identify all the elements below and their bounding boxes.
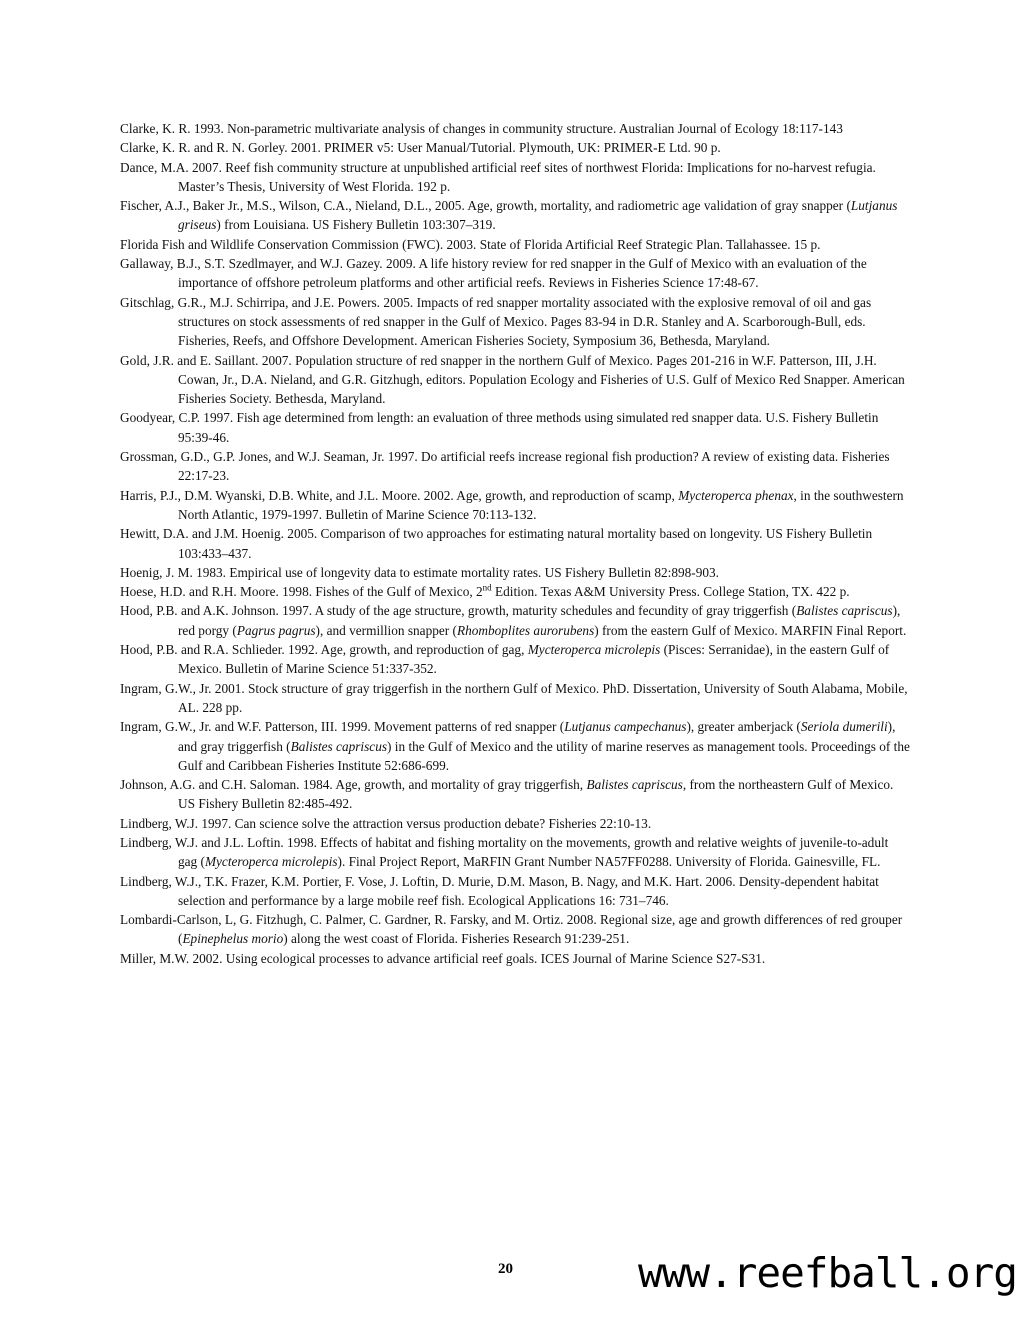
reference-entry [120,872,910,911]
species-name: Balistes capriscus [796,603,893,619]
reference-text: Hewitt, D.A. and J.M. Hoenig. 2005. Comparison of two approaches for estimating natural mortality based on longevity. US Fishery Bulletin 103:433–437. [120,526,873,561]
species-name: Mycteroperca microlepis [527,642,661,658]
reference-entry [120,833,910,872]
reference-text: Hood, P.B. and A.K. Johnson. 1997. A study of the age structure, growth, maturity schedules and fecundity of gray triggerfish ( [120,603,797,619]
reference-entry [120,717,910,775]
reference-text: Grossman, G.D., G.P. Jones, and W.J. Seaman, Jr. 1997. Do artificial reefs increase regional fish production? A review of existing data. Fisheries 22:17-23. [120,449,890,484]
reference-text: ), red porgy ( [178,603,901,638]
reefball-watermark: www.reefball.org [638,1249,1017,1297]
reference-text: ). Final Project Report, MaRFIN Grant Number NA57FF0288. University of Florida. Gainesville, FL. [337,854,881,870]
reference-text: ), greater amberjack ( [686,719,801,735]
superscript: nd [482,582,492,593]
reference-text: Johnson, A.G. and C.H. Saloman. 1984. Age, growth, and mortality of gray triggerfish, [120,777,587,793]
reference-entry [120,293,910,351]
reference-entry [120,158,910,197]
reference-entry [120,601,910,640]
reference-text: Lombardi-Carlson, L, G. Fitzhugh, C. Palmer, C. Gardner, R. Farsky, and M. Ortiz. 2008. Regional size, age and growth differences of red grouper ( [120,912,903,947]
reference-text: Gold, J.R. and E. Saillant. 2007. Population structure of red snapper in the northern Gulf of Mexico. Pages 201-216 in W.F. Patterson, III, J.H. Cowan, Jr., D.A. Nieland, and G.R. Gitzhugh, editors. Population Ecology and Fisheries of U.S. Gulf of Mexico Red Snapper. American Fisheries Society. Bethesda, Maryland. [120,352,905,407]
reference-text: Hood, P.B. and R.A. Schlieder. 1992. Age, growth, and reproduction of gag, [120,642,528,658]
reference-entry [120,196,910,235]
reference-text: Clarke, K. R. and R. N. Gorley. 2001. PRIMER v5: User Manual/Tutorial. Plymouth, UK: PRIMER-E Ltd. 90 p. [120,140,721,156]
species-name: Lutjanus griseus [178,198,898,233]
reference-entry [120,235,910,254]
reference-entry [120,814,910,833]
species-name: Seriola dumerili [800,719,888,735]
reference-entry [120,640,910,679]
reference-text: (Pisces: Serranidae), in the eastern Gulf of Mexico. Bulletin of Marine Science 51:337-352. [178,642,890,677]
reference-entry [120,447,910,486]
reference-text: Fischer, A.J., Baker Jr., M.S., Wilson, C.A., Nieland, D.L., 2005. Age, growth, mortality, and radiometric age validation of gray snapper ( [120,198,851,214]
reference-entry [120,949,910,968]
species-name: Mycteroperca microlepis [204,854,338,870]
reference-entry [120,254,910,293]
reference-entry [120,679,910,718]
reference-text: , in the southwestern North Atlantic, 1979-1997. Bulletin of Marine Science 70:113-132. [178,487,904,522]
species-name: Pagrus pagrus [236,622,316,638]
reference-text: Lindberg, W.J. and J.L. Loftin. 1998. Effects of habitat and fishing mortality on the movements, growth and relative weights of juvenile-to-adult gag ( [120,834,889,870]
reference-entry [120,486,910,525]
reference-text: Clarke, K. R. 1993. Non-parametric multivariate analysis of changes in community structure. Australian Journal of Ecology 18:117-143 [120,121,843,136]
species-name: Rhomboplites aurorubens [456,622,595,638]
reference-text: Hoese, H.D. and R.H. Moore. 1998. Fishes of the Gulf of Mexico, 2 [120,584,483,600]
reference-entry [120,775,910,814]
reference-text: ) along the west coast of Florida. Fisheries Research 91:239-251. [283,931,630,947]
reference-text: ) from the eastern Gulf of Mexico. MARFIN Final Report. [594,622,907,638]
reference-text: ), and vermillion snapper ( [315,622,457,638]
reference-entry [120,351,910,409]
reference-text: Harris, P.J., D.M. Wyanski, D.B. White, and J.L. Moore. 2002. Age, growth, and reproduction of scamp, [120,487,679,503]
reference-text: Gitschlag, G.R., M.J. Schirripa, and J.E. Powers. 2005. Impacts of red snapper mortality associated with the explosive removal of oil and gas structures on stock assessments of red snapper in the Gulf of Mexico. Pages 83-94 in D.R. Stanley and A. Scarborough-Bull, eds. Fisheries, Reefs, and Offshore Development. American Fisheries Society, Symposium 36, Bethesda, Maryland. [120,294,872,349]
species-name: Balistes capriscus [290,738,388,754]
species-name: Epinephelus morio [182,931,284,947]
reference-text: Hoenig, J. M. 1983. Empirical use of longevity data to estimate mortality rates. US Fishery Bulletin 82:898-903. [120,564,720,580]
reference-text: Gallaway, B.J., S.T. Szedlmayer, and W.J. Gazey. 2009. A life history review for red snapper in the Gulf of Mexico with an evaluation of the importance of offshore petroleum platforms and other artificial reefs. Reviews in Fisheries Science 17:48-67. [120,256,867,291]
reference-text: Dance, M.A. 2007. Reef fish community structure at unpublished artificial reef sites of northwest Florida: Implications for no-harvest refugia. Master’s Thesis, University of West Florida. 192 p. [120,159,876,194]
page-number: 20 [498,1261,513,1277]
reference-entry [120,563,910,582]
reference-text: Miller, M.W. 2002. Using ecological processes to advance artificial reef goals. ICES Journal of Marine Science S27-S31. [120,950,766,966]
reference-text: , from the northeastern Gulf of Mexico. US Fishery Bulletin 82:485-492. [178,777,894,812]
species-name: Balistes capriscus [586,777,683,793]
reference-entry [120,910,910,949]
reference-text: Florida Fish and Wildlife Conservation Commission (FWC). 2003. State of Florida Artificial Reef Strategic Plan. Tallahassee. 15 p. [120,236,821,252]
reference-entry [120,408,910,447]
reference-text: ) in the Gulf of Mexico and the utility of marine reserves as management tools. Proceedings of the Gulf and Caribbean Fisheries Institute 52:686-699. [178,738,910,773]
reference-text: Goodyear, C.P. 1997. Fish age determined from length: an evaluation of three methods using simulated red snapper data. U.S. Fishery Bulletin 95:39-46. [120,410,879,445]
reference-text: Edition. Texas A&M University Press. College Station, TX. 422 p. [491,584,850,600]
reference-text: Lindberg, W.J. 1997. Can science solve the attraction versus production debate? Fisheries 22:10-13. [120,815,652,831]
reference-entry [120,138,910,157]
reference-text: ) from Louisiana. US Fishery Bulletin 103:307–319. [216,217,496,233]
reference-entry [120,119,910,138]
reference-list [120,119,910,968]
species-name: Lutjanus campechanus [564,719,687,735]
reference-text: ), and gray triggerfish ( [178,719,896,754]
reference-text: Ingram, G.W., Jr. and W.F. Patterson, III. 1999. Movement patterns of red snapper ( [120,719,565,735]
species-name: Mycteroperca phenax [678,487,794,503]
reference-entry [120,524,910,563]
reference-entry [120,582,910,601]
reference-text: Lindberg, W.J., T.K. Frazer, K.M. Portier, F. Vose, J. Loftin, D. Murie, D.M. Mason, B. Nagy, and M.K. Hart. 2006. Density-dependent habitat selection and performance by a large mobile reef fish. Ecological Applications 16: 731–746. [120,873,879,908]
reference-text: Ingram, G.W., Jr. 2001. Stock structure of gray triggerfish in the northern Gulf of Mexico. PhD. Dissertation, University of South Alabama, Mobile, AL. 228 pp. [120,680,908,715]
